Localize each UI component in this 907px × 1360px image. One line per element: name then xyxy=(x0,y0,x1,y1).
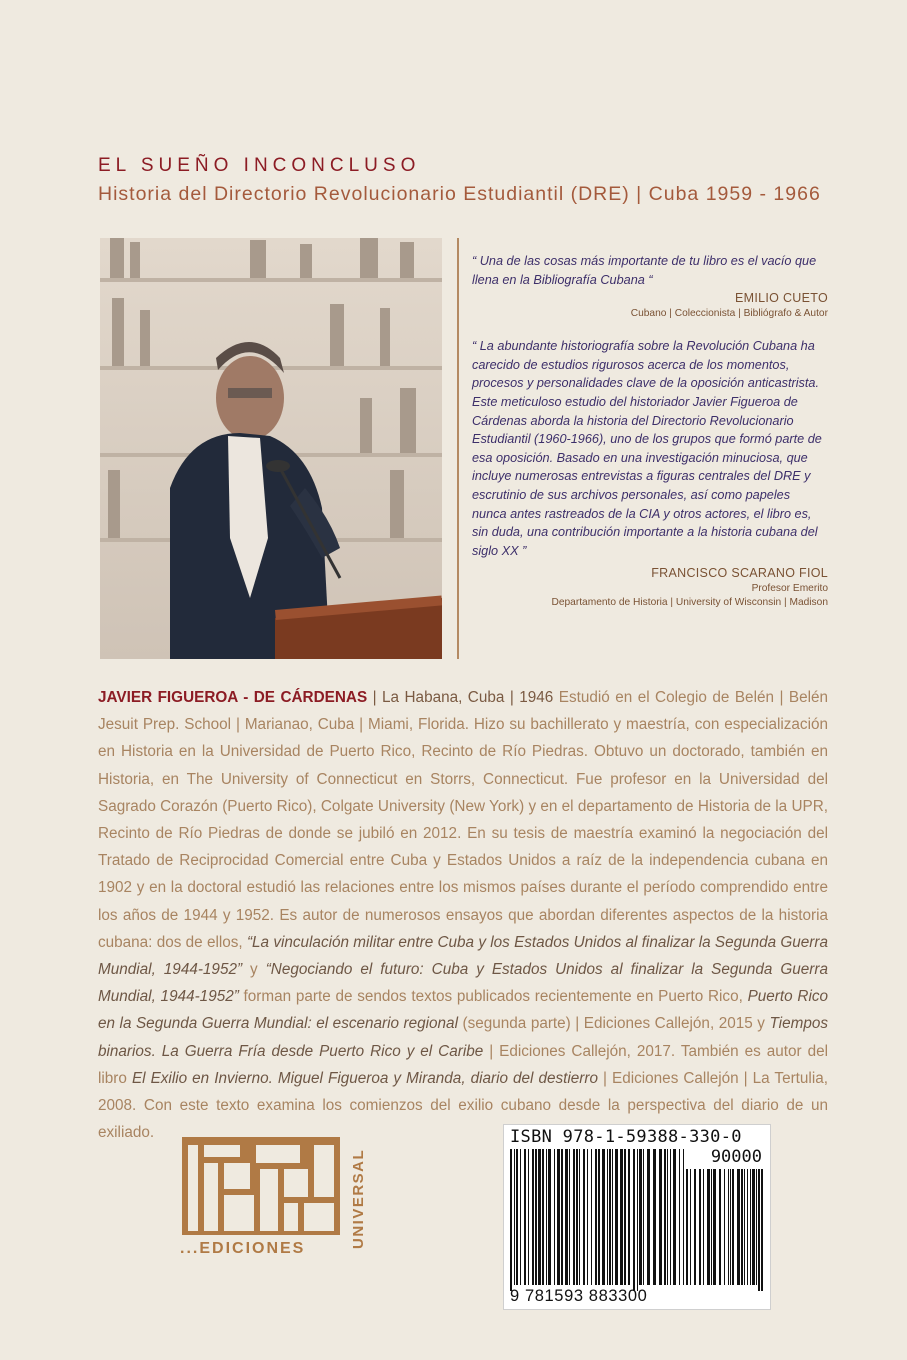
quote-role: Profesor Emerito xyxy=(751,583,828,595)
author-bio xyxy=(98,684,828,1146)
bio-text: y xyxy=(242,961,266,979)
bio-title: El Exilio en Invierno. Miguel Figueroa y Miranda, diario del destierro xyxy=(131,1069,598,1087)
publisher-name: ...EDICIONES xyxy=(180,1240,306,1257)
quote-text: “ La abundante historiografía sobre la Revolución Cubana ha carecido de estudios rigurosos acerca de los momentos, procesos y personalidades clave de la oposición anticastrista. Este meticuloso estudio del historiador Javier Figueroa de Cárdenas aborda la historia del Directorio Revolucionario Estudiantil (1960-1966), uno de los grupos que formó parte de esa oposición. Basado en una investigación minuciosa, que incluye numerosas entrevistas a figuras centrales del DRE y escrutinio de sus archivos personales, así como papeles nunca antes rastreados de la CIA y otros actores, el libro es, sin duda, una contribución importante a la historia cubana del siglo XX ” xyxy=(472,339,822,558)
quote-author: EMILIO CUETO xyxy=(735,291,828,306)
publisher-side: UNIVERSAL xyxy=(350,1148,367,1249)
bio-title: Puerto Rico en la Segunda Guerra Mundial: el escenario regional xyxy=(98,988,829,1033)
quote-text: “ Una de las cosas más importante de tu libro es el vacío que llena en la Bibliografía Cubana “ xyxy=(472,254,817,287)
bio-text: Estudió en el Colegio de Belén | Belén Jesuit Prep. School | Marianao, Cuba | Miami, Florida. Hizo su bachillerato y maestría, con especialización en Historia en la Universidad de Puerto Rico, Recinto de Río Piedras. Obtuvo un doctorado, también en Historia, en The University of Connecticut en Storrs, Connecticut. Fue profesor en la Universidad del Sagrado Corazón (Puerto Rico), Colgate University (New York) y en el departamento de Historia de la UPR, Recinto de Río Piedras de donde se jubiló en 2012. En su tesis de maestría examinó la negociación del Tratado de Reciprocidad Comercial entre Cuba y Estados Unidos a raíz de la independencia cubana en 1902 y en la doctoral estudió las relaciones entre los mismos países durante el período comprendido entre los años de 1944 y 1952. Es autor de numerosos ensayos que abordan diferentes aspectos de la historia cubana: dos de ellos, xyxy=(98,689,828,951)
author-photo xyxy=(100,238,442,659)
quote-2 xyxy=(472,337,828,608)
divider-line xyxy=(457,238,459,659)
bio-text: | Ediciones Callejón | La Tertulia, 2008. Con este texto examina los comienzos del exilio cubano desde la perspectiva del diario de un exiliado. xyxy=(98,1069,828,1142)
book-title: EL SUEÑO INCONCLUSO xyxy=(98,155,421,176)
isbn-barcode xyxy=(503,1124,771,1310)
title-block xyxy=(98,155,838,206)
quote-1 xyxy=(472,252,828,319)
book-subtitle: Historia del Directorio Revolucionario Estudiantil (DRE) | Cuba 1959 - 1966 xyxy=(98,183,821,205)
bio-text: forman parte de sendos textos publicados recientemente en Puerto Rico, xyxy=(238,988,748,1006)
bio-text: (segunda parte) | Ediciones Callejón, 2015 y xyxy=(457,1015,770,1033)
price-code: 90000 xyxy=(710,1147,762,1167)
publisher-logo xyxy=(180,1137,385,1257)
quote-author: FRANCISCO SCARANO FIOL xyxy=(651,566,828,581)
bio-title: “Negociando el futuro: Cuba y Estados Unidos al finalizar la Segunda Guerra Mundial, 1944-1952” xyxy=(98,961,828,1006)
bio-text: | Ediciones Callejón, 2017. También es autor del libro xyxy=(98,1042,828,1087)
author-name: JAVIER FIGUEROA - DE CÁRDENAS xyxy=(98,689,368,706)
quote-role: Cubano | Coleccionista | Bibliógrafo & Autor xyxy=(630,308,828,320)
isbn-label: ISBN 978-1-59388-330-0 xyxy=(510,1127,742,1147)
bio-title: “La vinculación militar entre Cuba y los Estados Unidos al finalizar la Segunda Guerra Mundial, 1944-1952” xyxy=(98,933,829,979)
barcode-bars xyxy=(504,1125,770,1309)
author-birthplace: | La Habana, Cuba | 1946 xyxy=(367,689,559,706)
testimonials xyxy=(472,252,828,608)
barcode-number: 9 781593 883300 xyxy=(510,1287,648,1305)
bio-title: Tiempos binarios. La Guerra Fría desde Puerto Rico y el Caribe xyxy=(98,1015,828,1060)
quote-affiliation: Departamento de Historia | University of Wisconsin | Madison xyxy=(551,597,828,609)
